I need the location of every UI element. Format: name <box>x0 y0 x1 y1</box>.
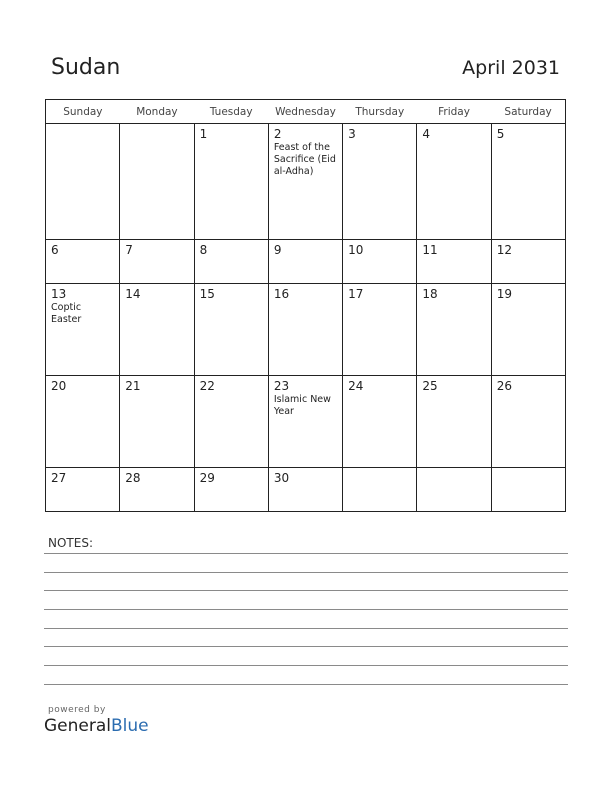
brand-blue-text: Blue <box>111 716 149 736</box>
powered-by-text: powered by <box>48 705 106 715</box>
day-cell <box>491 240 565 284</box>
day-number: 21 <box>125 379 141 393</box>
day-cell <box>417 468 491 512</box>
note-line <box>44 628 568 629</box>
brand-logo <box>44 716 149 736</box>
day-number: 10 <box>348 243 364 257</box>
day-number: 5 <box>496 127 505 141</box>
day-cell <box>46 284 120 376</box>
day-cell <box>343 468 417 512</box>
holiday-label: Coptic Easter <box>51 302 82 325</box>
day-cell <box>46 376 120 468</box>
notes-label: NOTES: <box>48 536 93 550</box>
note-line <box>44 609 568 610</box>
holiday-label: Islamic New Year <box>273 394 331 417</box>
day-number: 20 <box>51 379 67 393</box>
day-cell <box>120 240 194 284</box>
note-line <box>44 646 568 647</box>
day-cell <box>46 240 120 284</box>
weekday-saturday: Saturday <box>491 100 565 124</box>
day-cell <box>46 468 120 512</box>
day-cell <box>120 468 194 512</box>
day-number: 11 <box>422 243 438 257</box>
weekday-thursday: Thursday <box>343 100 417 124</box>
day-number: 6 <box>51 243 59 257</box>
day-number: 13 <box>51 287 67 301</box>
day-number: 2 <box>273 127 282 141</box>
day-cell <box>417 124 491 240</box>
day-cell <box>194 124 268 240</box>
day-number: 27 <box>51 471 67 485</box>
day-number: 30 <box>273 471 290 485</box>
day-cell <box>343 124 417 240</box>
calendar-grid <box>45 99 566 512</box>
country-title: Sudan <box>51 55 121 80</box>
week-row <box>46 240 566 284</box>
day-number: 7 <box>125 243 133 257</box>
day-cell <box>343 284 417 376</box>
weekday-tuesday: Tuesday <box>194 100 268 124</box>
day-number: 24 <box>348 379 364 393</box>
day-number: 16 <box>273 287 290 301</box>
weekday-monday: Monday <box>120 100 194 124</box>
day-number: 29 <box>199 471 215 485</box>
day-cell <box>46 124 120 240</box>
day-cell <box>268 124 342 240</box>
day-cell <box>120 284 194 376</box>
day-number: 18 <box>422 287 438 301</box>
note-line <box>44 572 568 573</box>
day-number: 12 <box>496 243 512 257</box>
note-line <box>44 684 568 685</box>
day-cell <box>268 468 342 512</box>
weekday-header-row <box>46 100 566 124</box>
day-cell <box>343 376 417 468</box>
day-cell <box>268 240 342 284</box>
day-cell <box>268 284 342 376</box>
note-line <box>44 665 568 666</box>
day-cell <box>417 240 491 284</box>
day-number: 9 <box>273 243 282 257</box>
day-number: 15 <box>199 287 215 301</box>
day-cell <box>120 124 194 240</box>
day-cell <box>491 124 565 240</box>
month-year-title: April 2031 <box>462 57 560 79</box>
day-cell <box>491 376 565 468</box>
weekday-wednesday: Wednesday <box>268 100 342 124</box>
day-cell <box>194 240 268 284</box>
day-cell <box>417 284 491 376</box>
holiday-label: Feast of the Sacrifice (Eid al-Adha) <box>273 142 336 177</box>
day-number: 28 <box>125 471 141 485</box>
day-cell <box>120 376 194 468</box>
day-cell <box>194 468 268 512</box>
day-number: 14 <box>125 287 141 301</box>
week-row <box>46 468 566 512</box>
week-row <box>46 284 566 376</box>
week-row <box>46 124 566 240</box>
note-line <box>44 553 568 554</box>
day-number: 1 <box>199 127 208 141</box>
weekday-friday: Friday <box>417 100 491 124</box>
day-number: 17 <box>348 287 364 301</box>
note-line <box>44 590 568 591</box>
day-number: 4 <box>422 127 431 141</box>
day-cell <box>491 468 565 512</box>
day-number: 19 <box>496 287 512 301</box>
week-row <box>46 376 566 468</box>
day-number: 25 <box>422 379 438 393</box>
day-number: 8 <box>199 243 208 257</box>
day-number: 22 <box>199 379 215 393</box>
day-cell <box>194 284 268 376</box>
day-number: 26 <box>496 379 512 393</box>
day-number: 3 <box>348 127 356 141</box>
weekday-sunday: Sunday <box>46 100 120 124</box>
day-cell <box>268 376 342 468</box>
brand-general-text: General <box>44 716 111 736</box>
day-number: 23 <box>273 379 290 393</box>
day-cell <box>343 240 417 284</box>
day-cell <box>417 376 491 468</box>
day-cell <box>491 284 565 376</box>
day-cell <box>194 376 268 468</box>
